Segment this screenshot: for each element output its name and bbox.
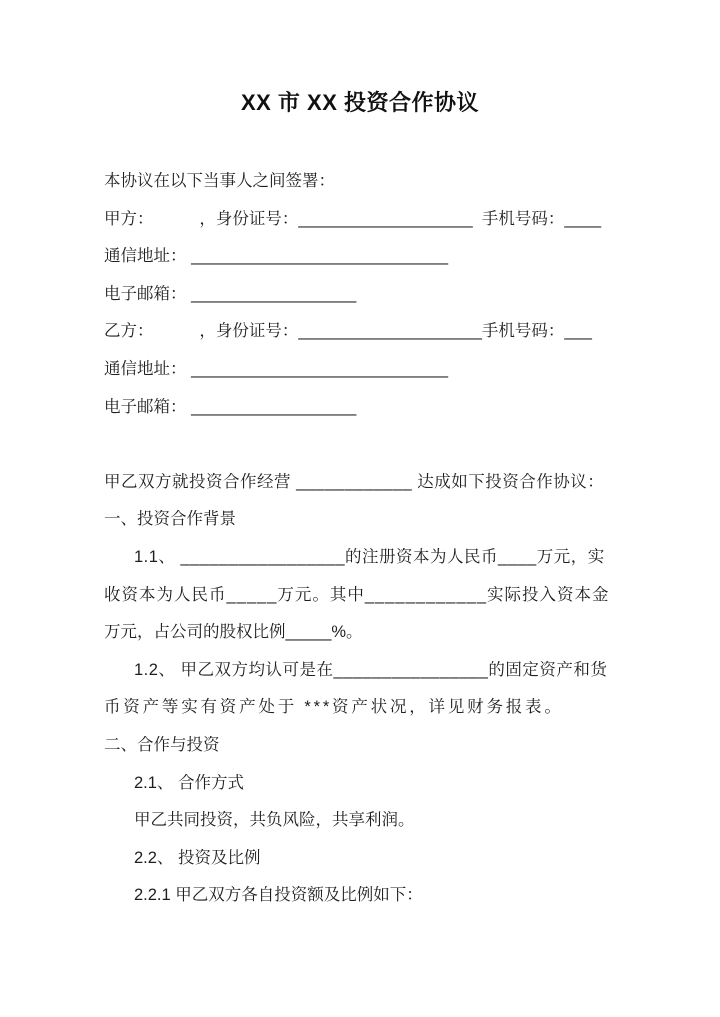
party-a-address-line: 通信地址： ____________________________ [104,247,449,266]
party-a-id-line: 甲方： ，身份证号：___________________ 手机号码：____ [104,209,602,228]
blank-line [104,426,620,464]
clause-1-1-line-2: 收资本为人民币_____万元。其中____________实际投入资本金 [104,585,610,604]
clause-1-1-line-3: 万元，占公司的股权比例_____%。 [104,623,363,642]
party-b-email-line: 电子邮箱： __________________ [104,397,357,416]
section-2-heading: 二、合作与投资 [104,735,220,754]
document-title: XX 市 XX 投资合作协议 [240,90,480,115]
clause-2-1-body: 甲乙共同投资，共负风险，共享利润。 [134,811,415,830]
clause-2-2-heading: 2.2、 投资及比例 [134,848,261,867]
document-body [0,163,720,915]
clause-1-1-line-1: 1.1、 _________________的注册资本为人民币____万元，实 [134,547,605,566]
preamble-line: 甲乙双方就投资合作经营 ____________ 达成如下投资合作协议： [104,472,605,491]
party-b-address-line: 通信地址： ____________________________ [104,359,449,378]
party-b-id-line: 乙方： ，身份证号：____________________手机号码：___ [104,322,592,341]
party-a-email-line: 电子邮箱： __________________ [104,284,357,303]
clause-2-2-1-line: 2.2.1 甲乙双方各自投资额及比例如下： [134,886,423,905]
clause-1-2-line-1: 1.2、 甲乙双方均认可是在________________的固定资产和货 [134,660,608,679]
clause-1-2-line-2: 币资产等实有资产处于 ***资产状况，详见财务报表。 [104,698,564,717]
signing-statement: 本协议在以下当事人之间签署： [104,172,335,190]
section-1-heading: 一、投资合作背景 [104,510,236,529]
clause-2-1-heading: 2.1、 合作方式 [134,773,245,792]
